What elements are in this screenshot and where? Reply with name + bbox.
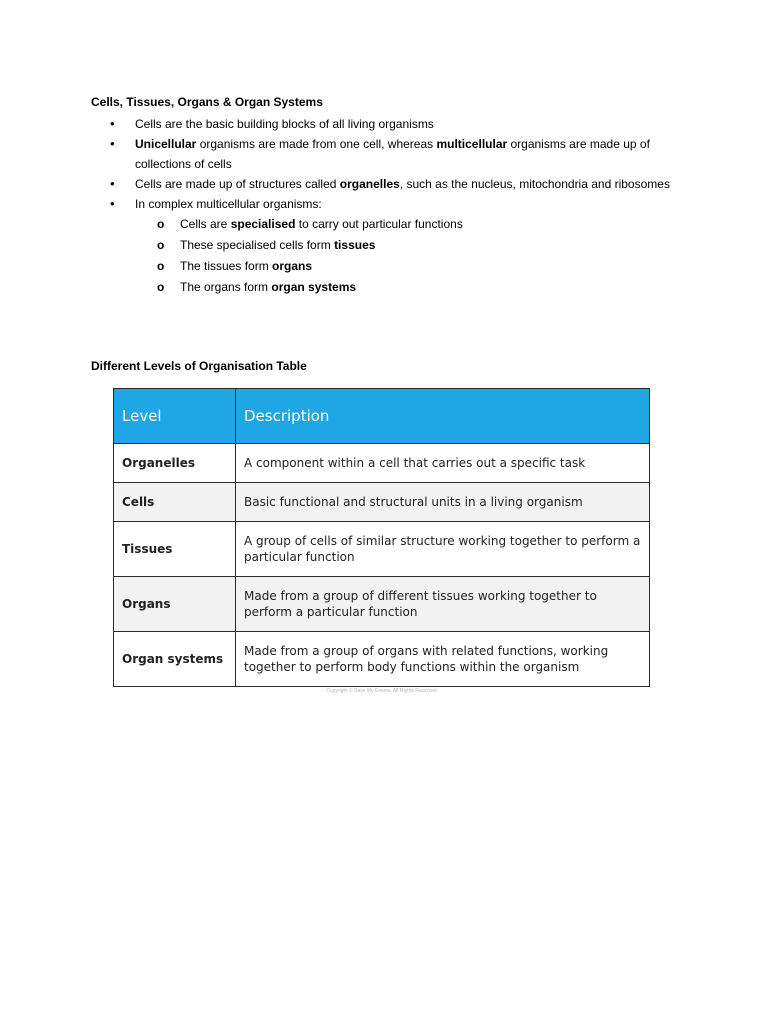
organisation-table xyxy=(113,388,650,687)
cell-description: Made from a group of organs with related functions, working together to perform body functions within the organism xyxy=(236,632,650,687)
cell-level: Organs xyxy=(114,577,236,632)
bold-term: tissues xyxy=(334,238,376,252)
bullet-text: organisms are made from one cell, whereas xyxy=(196,137,437,151)
cell-level: Tissues xyxy=(114,522,236,577)
bullet-text: , such as the nucleus, mitochondria and ribosomes xyxy=(399,177,670,191)
sub-bullet-text: Cells are xyxy=(180,217,231,231)
bullet-item xyxy=(110,174,685,194)
bullet-item xyxy=(110,134,685,174)
bullet-text: Cells are the basic building blocks of all living organisms xyxy=(135,117,434,131)
bold-term: specialised xyxy=(230,217,296,231)
bullet-item xyxy=(110,194,685,298)
column-header-description: Description xyxy=(236,389,650,444)
bold-term: multicellular xyxy=(436,137,508,151)
bold-term: organ systems xyxy=(271,280,357,294)
sub-bullet-text: These specialised cells form xyxy=(180,238,335,252)
table-row xyxy=(114,444,650,483)
sub-bullet-item xyxy=(157,277,685,298)
bold-term: Unicellular xyxy=(135,137,197,151)
cell-description: A group of cells of similar structure working together to perform a particular function xyxy=(236,522,650,577)
section-heading-organisation: Different Levels of Organisation Table xyxy=(91,359,307,373)
table-row xyxy=(114,483,650,522)
cell-description: Made from a group of different tissues working together to perform a particular function xyxy=(236,577,650,632)
sub-bullet-text: The tissues form xyxy=(180,259,273,273)
bold-term: organelles xyxy=(339,177,400,191)
organisation-table-wrapper xyxy=(113,388,650,687)
sub-bullet-item xyxy=(157,256,685,277)
section-heading-cells: Cells, Tissues, Organs & Organ Systems xyxy=(91,95,323,109)
bullet-text: Cells are made up of structures called xyxy=(135,177,340,191)
sub-bullet-text: The organs form xyxy=(180,280,272,294)
table-row xyxy=(114,577,650,632)
cell-description: A component within a cell that carries out a specific task xyxy=(236,444,650,483)
table-header-row xyxy=(114,389,650,444)
copyright-notice: Copyright © Save My Exams. All Rights Reserved xyxy=(326,688,437,694)
bullet-list xyxy=(110,114,685,298)
cell-level: Cells xyxy=(114,483,236,522)
cell-level: Organ systems xyxy=(114,632,236,687)
sub-bullet-list xyxy=(157,214,685,298)
sub-bullet-item xyxy=(157,214,685,235)
column-header-level: Level xyxy=(114,389,236,444)
table-row xyxy=(114,632,650,687)
cell-level: Organelles xyxy=(114,444,236,483)
cell-description: Basic functional and structural units in a living organism xyxy=(236,483,650,522)
bullet-text: organisms are made up of collections of cells xyxy=(135,137,650,171)
bullet-text: In complex multicellular organisms: xyxy=(135,197,322,211)
sub-bullet-text: to carry out particular functions xyxy=(295,217,463,231)
bold-term: organs xyxy=(272,259,313,273)
sub-bullet-item xyxy=(157,235,685,256)
table-row xyxy=(114,522,650,577)
bullet-item xyxy=(110,114,685,134)
